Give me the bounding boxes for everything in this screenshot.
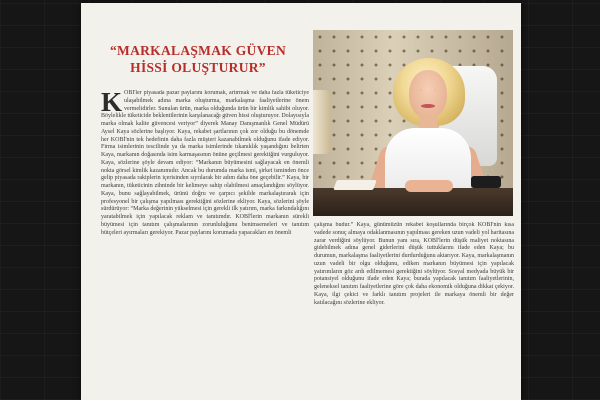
article-left-column bbox=[101, 90, 309, 396]
magazine-page bbox=[81, 3, 521, 400]
person-face bbox=[409, 70, 447, 118]
person-hands bbox=[405, 180, 453, 192]
left-column-text: OBİ'ler piyasada pazar paylarını korumak, artırmak ve daha fazla tüketiciye ulaşabilmek adına marka oluşturma, markalaşma faaliyetlerine önem vermelidirler. Sunulan ürün, marka olduğunda ürün bir kimlik sahibi oluyor. Böylelikle tüketicide beklentilerinin karşılanacağı güven hissi oluşturuyor. Dolayısıyla marka olmak kalite güvencesi veriyor” diyerek Manay Danışmanlık Genel Müdürü Aysel Kaya sözlerine başlıyor. Kaya, rekabet şartlarının çok zor olduğu bu dönemde her KOBİ'nin tek hedefinin daha fazla müşteri kazanabilmek olduğunu ifade ediyor. Firma isimlerinin tescilinde ya da marka isimlerinde tıkanıklık yaşandığını belirten Kaya, markanın doğasında isim karmaşasının önüne geçilmesi gerektiğini vurguluyor. Kaya, sözlerine şöyle devam ediyor: “Markanın büyümesini sağlayacak en önemli nokta görsel kimlik kazanımıdır. Ancak bu durumda marka ismi, şirket isminden önce gelip piyasada rakiplerin içerisinden sıyrılarak bir adım daha öne geçebilir.” Kaya, bir markanın, tüketicinin zihninde bir kelimeye sahip olabilmesi amaçlandığını söylüyor. Kaya, bunu sağlayabilmek, ürünü doğru ve çarpıcı şekilde markalaştırarak için profesyonel bir çalışma yapılması gerektiğini sözlerine ekliyor. Kaya, sözlerini şöyle sürdürüyor: “Marka değerinin yükselmesi için gerekli ilk yatırım, marka farkındalığını yaratabilmek için yapılacak reklam ve tanıtımdır. KOBİ'lerin markanın sürekli büyümesi için tanıtım çalışmalarının zorunluluğunu benimsemeleri ve tanıtım bütçeleri ayırmaları gerekiyor. Pazar paylarını korumada yapacakları en önemli bbox=[101, 90, 309, 236]
article-headline bbox=[87, 42, 309, 76]
headline-line-1: “MARKALAŞMAK GÜVEN bbox=[109, 43, 287, 59]
desk-papers bbox=[333, 180, 377, 190]
headline-line-2: HİSSİ OLUŞTURUR” bbox=[130, 60, 266, 76]
right-column-text: çalışma budur.” Kaya, günümüzün rekabet koşullarında birçok KOBİ'nin kısa vadede sonuç almaya odaklanmasının yapılması gereken uzun vadeli yol haritasına zarar verdiğini söylüyor. Bunun yanı sıra, KOBİ'lerin düşük maliyet noktasına gidebilmek adına genel giderlerini düşük tuttuklarını ifade eden Kaya; bu durumun, markalaşma faaliyetlerini durdurduğunu aktarıyor. Kaya, markalaşmanın uzun vadeli bir olgu olduğunu, ediken markanın büyümesi için yapılacak yatırımların göz ardı edilmemesi gerektiğini söylüyor. Sosyal medyada büyük bir potansiyel olduğunu ifade eden Kaya; burada yapılacak tanıtım faaliyetlerinin, geleneksel tanıtım faaliyetlerine göre çok daha ekonomik olduğuna dikkat çekiyor. Kaya, ilgi çekici ve farklı tanıtım projeleri ile markaya önemli bir değer katılacağını sözlerine ekliyor. bbox=[314, 222, 514, 306]
drop-cap: K bbox=[101, 90, 123, 117]
lamp bbox=[313, 90, 331, 154]
article-right-column bbox=[314, 222, 514, 398]
portrait-photo bbox=[313, 30, 513, 216]
desk bbox=[313, 188, 513, 216]
desk-phone bbox=[471, 176, 501, 188]
article-paragraph bbox=[101, 90, 309, 237]
